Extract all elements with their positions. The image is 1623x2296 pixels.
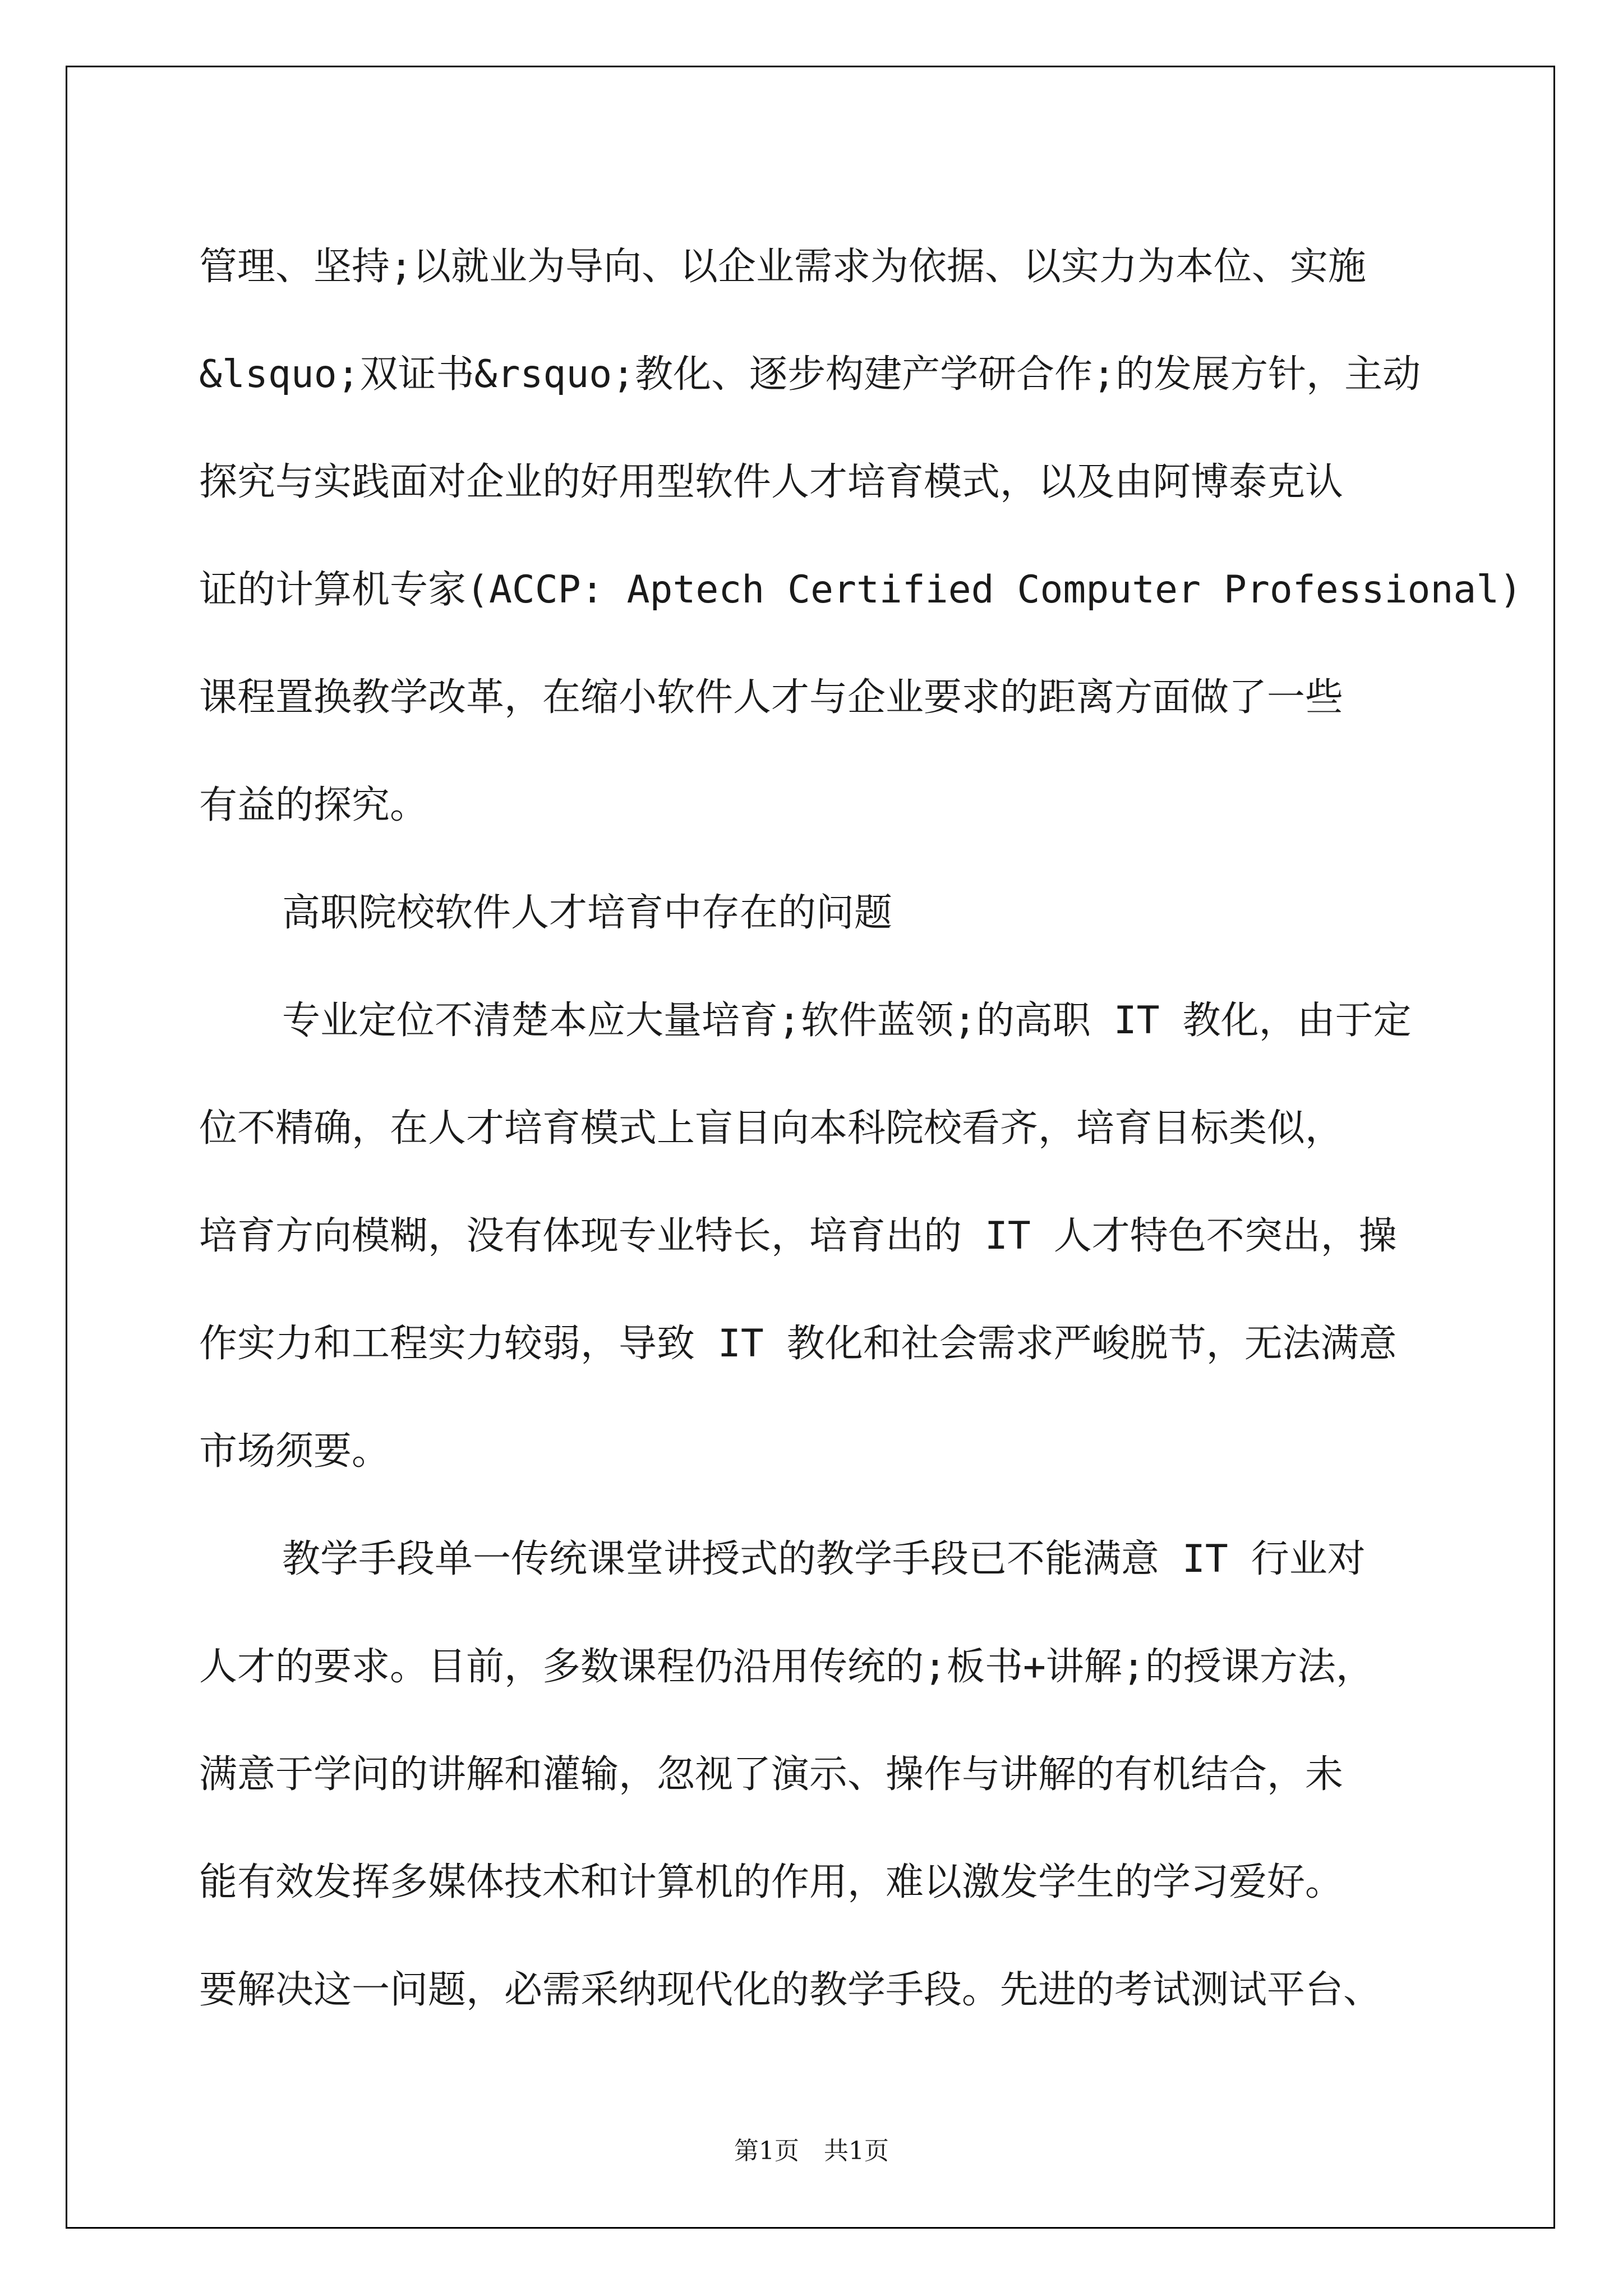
text-line: 要解决这一问题，必需采纳现代化的教学手段。先进的考试测试平台、 xyxy=(199,1968,1382,2012)
text-line: 作实力和工程实力较弱，导致 IT 教化和社会需求严峻脱节，无法满意 xyxy=(199,1322,1397,1366)
text-line: 人才的要求。目前，多数课程仍沿用传统的;板书+讲解;的授课方法， xyxy=(199,1645,1374,1689)
text-line: &lsquo;双证书&rsquo;教化、逐步构建产学研合作;的发展方针，主动 xyxy=(199,352,1421,397)
text-line: 能有效发挥多媒体技术和计算机的作用，难以激发学生的学习爱好。 xyxy=(199,1860,1344,1904)
text-line: 课程置换教学改革，在缩小软件人才与企业要求的距离方面做了一些 xyxy=(199,675,1344,720)
text-line: 管理、坚持;以就业为导向、以企业需求为依据、以实力为本位、实施 xyxy=(199,245,1366,289)
text-line: 市场须要。 xyxy=(199,1429,390,1474)
text-line: 探究与实践面对企业的好用型软件人才培育模式，以及由阿博泰克认 xyxy=(199,460,1344,504)
text-line: 证的计算机专家(ACCP: Aptech Certified Computer Professional) xyxy=(199,568,1523,612)
text-line: 有益的探究。 xyxy=(199,783,428,827)
text-line: 位不精确，在人才培育模式上盲目向本科院校看齐，培育目标类似， xyxy=(199,1106,1344,1151)
text-line: 教学手段单一传统课堂讲授式的教学手段已不能满意 IT 行业对 xyxy=(282,1537,1366,1581)
text-line: 满意于学问的讲解和灌输，忽视了演示、操作与讲解的有机结合，未 xyxy=(199,1752,1344,1797)
text-line: 高职院校软件人才培育中存在的问题 xyxy=(282,891,893,935)
document-body xyxy=(199,213,1523,2044)
page-footer: 第1页 共1页 xyxy=(734,2137,889,2165)
text-line: 培育方向模糊，没有体现专业特长，培育出的 IT 人才特色不突出，操 xyxy=(199,1214,1397,1258)
text-line: 专业定位不清楚本应大量培育;软件蓝领;的高职 IT 教化，由于定 xyxy=(282,999,1412,1043)
